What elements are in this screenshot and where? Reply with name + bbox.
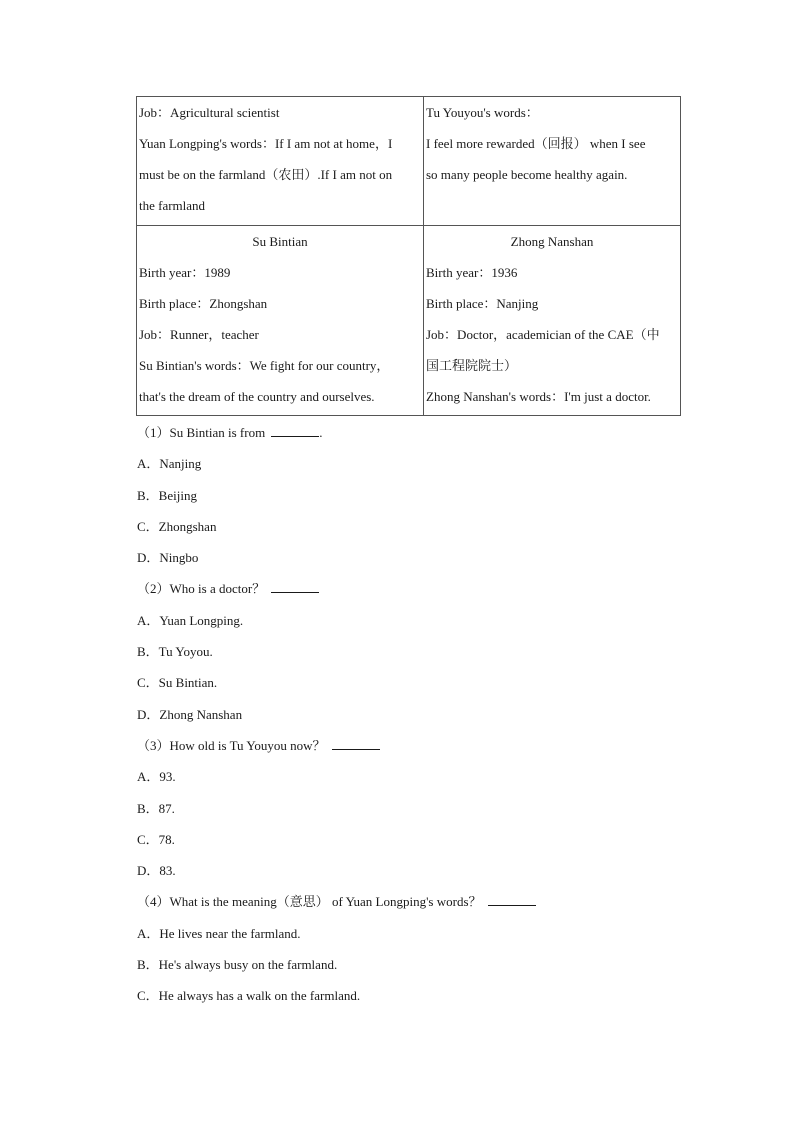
question-stem <box>137 417 697 448</box>
birth-place: Birth place：Nanjing <box>426 296 539 311</box>
question-text: （1）Su Bintian is from <box>137 425 266 440</box>
person-name: Su Bintian <box>252 234 308 249</box>
answer-blank[interactable] <box>332 737 380 750</box>
answer-option[interactable]: B．Beijing <box>137 487 197 503</box>
job-line: Job：Doctor，academician of the CAE（中 <box>426 327 660 342</box>
answer-option[interactable]: C．78. <box>137 831 175 847</box>
quote-line: Zhong Nanshan's words：I'm just a doctor. <box>426 389 651 404</box>
question-stem <box>137 886 697 917</box>
question-text: （4）What is the meaning（意思） of Yuan Longping's words？ <box>137 894 482 910</box>
answer-blank[interactable] <box>271 424 319 437</box>
table-cell-zhong-nanshan <box>424 226 681 416</box>
table-cell-yuan-longping <box>137 97 424 226</box>
answer-option[interactable]: C．He always has a walk on the farmland. <box>137 988 361 1004</box>
answer-option[interactable]: D．Ningbo <box>137 550 199 566</box>
birth-year: Birth year：1936 <box>426 265 518 280</box>
question-text: （2）Who is a doctor？ <box>137 581 266 597</box>
question-tail: . <box>319 425 323 440</box>
answer-option[interactable]: B．87. <box>137 800 175 816</box>
answer-option[interactable]: A．93. <box>137 769 176 785</box>
table-cell-su-bintian <box>137 226 424 416</box>
quote-line: Su Bintian's words：We fight for our country， <box>139 358 390 373</box>
person-name: Zhong Nanshan <box>510 234 594 249</box>
question-stem <box>137 730 697 761</box>
question-list <box>137 417 697 1012</box>
quote-label: Tu Youyou's words： <box>426 105 539 120</box>
answer-option[interactable]: D．83. <box>137 863 176 879</box>
birth-year: Birth year：1989 <box>139 265 231 280</box>
answer-option[interactable]: A．He lives near the farmland. <box>137 925 301 941</box>
info-table <box>136 96 681 416</box>
quote-line: Yuan Longping's words：If I am not at home，I <box>139 136 393 151</box>
answer-blank[interactable] <box>271 580 319 593</box>
answer-option[interactable]: B．Tu Yoyou. <box>137 644 213 660</box>
answer-option[interactable]: C．Zhongshan <box>137 518 217 534</box>
job-line: Job：Runner，teacher <box>139 327 259 342</box>
answer-option[interactable]: D．Zhong Nanshan <box>137 706 243 722</box>
question-text: （3）How old is Tu Youyou now？ <box>137 737 326 753</box>
table-cell-tu-youyou <box>424 97 681 226</box>
question-stem <box>137 573 697 604</box>
birth-place: Birth place：Zhongshan <box>139 296 268 311</box>
table-row <box>137 226 681 416</box>
quote-line: must be on the farmland（农田）.If I am not on <box>139 167 393 182</box>
quote-line: that's the dream of the country and ourselves. <box>139 389 375 404</box>
answer-blank[interactable] <box>488 893 536 906</box>
quote-line: I feel more rewarded（回报） when I see <box>426 136 646 151</box>
answer-option[interactable]: B．He's always busy on the farmland. <box>137 957 338 973</box>
answer-option[interactable]: A．Nanjing <box>137 456 202 472</box>
job-line: 国工程院院士） <box>426 358 518 373</box>
answer-option[interactable]: A．Yuan Longping. <box>137 612 244 628</box>
table-row <box>137 97 681 226</box>
quote-line: so many people become healthy again. <box>426 167 628 182</box>
quote-line: the farmland <box>139 198 206 213</box>
answer-option[interactable]: C．Su Bintian. <box>137 675 218 691</box>
job-line: Job：Agricultural scientist <box>139 105 280 120</box>
